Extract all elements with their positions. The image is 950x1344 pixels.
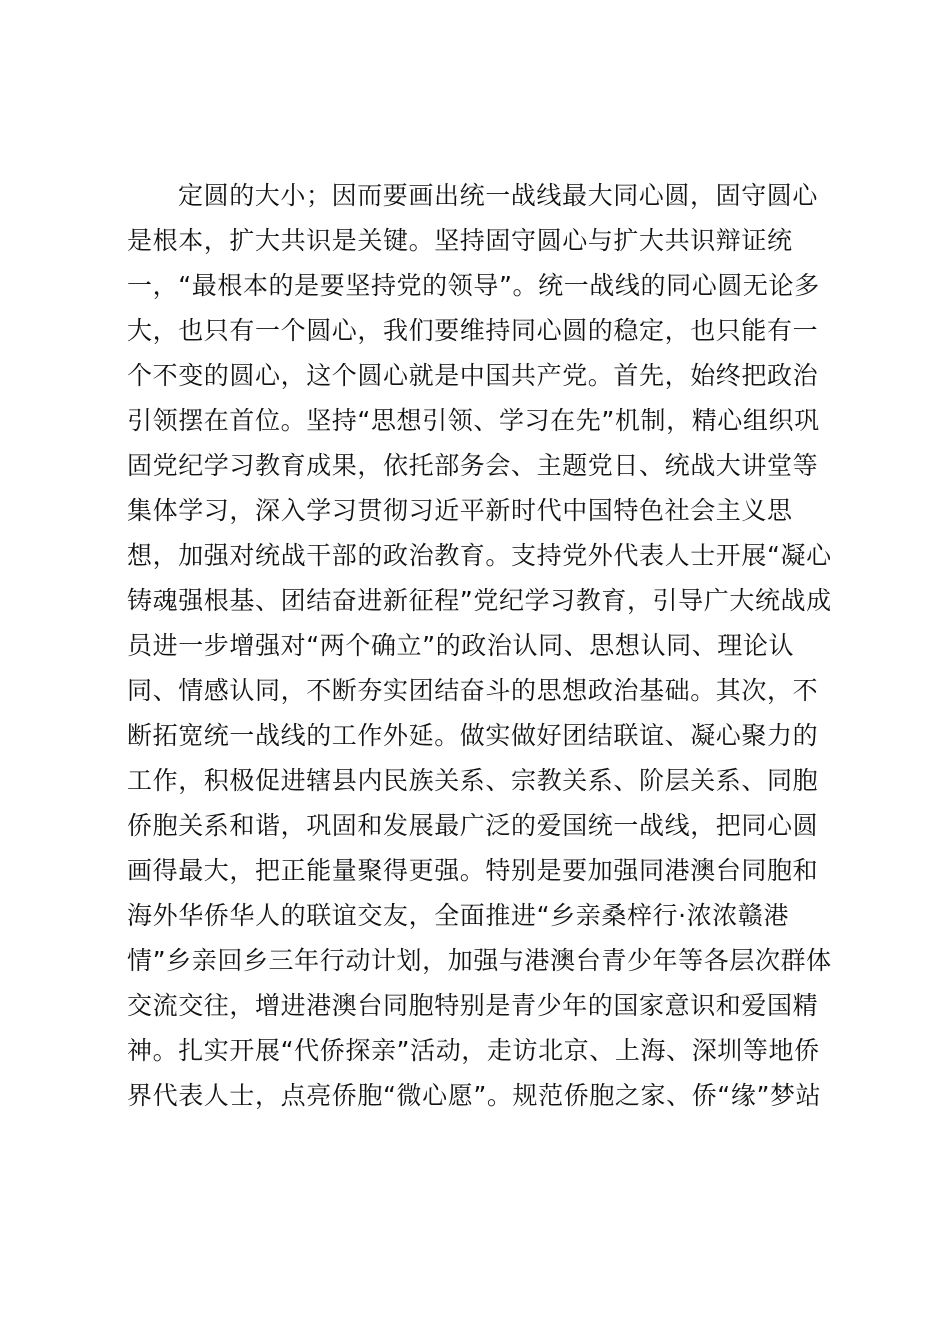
text-line-6: 引领摆在首位。坚持“思想引领、学习在先”机制，精心组织巩 xyxy=(127,406,820,435)
text-line-14: 工作，积极促进辖县内民族关系、宗教关系、阶层关系、同胞 xyxy=(127,766,819,795)
text-line-15: 侨胞关系和谐，巩固和发展最广泛的爱国统一战线，把同心圆 xyxy=(127,811,819,840)
text-line-18: 情”乡亲回乡三年行动计划，加强与港澳台青少年等各层次群体 xyxy=(127,946,832,975)
text-line-9: 想，加强对统战干部的政治教育。支持党外代表人士开展“凝心 xyxy=(127,541,832,570)
text-line-4: 大，也只有一个圆心，我们要维持同心圆的稳定，也只能有一 xyxy=(127,316,819,345)
text-line-3: 一，“最根本的是要坚持党的领导”。统一战线的同心圆无论多 xyxy=(127,271,820,300)
text-line-21: 界代表人士，点亮侨胞“微心愿”。规范侨胞之家、侨“缘”梦站 xyxy=(127,1081,822,1110)
text-line-8: 集体学习，深入学习贯彻习近平新时代中国特色社会主义思 xyxy=(127,496,793,525)
text-line-1: 定圆的大小；因而要画出统一战线最大同心圆，固守圆心 xyxy=(178,181,819,210)
text-line-17: 海外华侨华人的联谊交友，全面推进“乡亲桑梓行·浓浓赣港 xyxy=(127,901,790,930)
body-paragraph xyxy=(127,173,847,1118)
text-line-11: 员进一步增强对“两个确立”的政治认同、思想认同、理论认 xyxy=(127,631,795,660)
text-line-20: 神。扎实开展“代侨探亲”活动，走访北京、上海、深圳等地侨 xyxy=(127,1036,820,1065)
text-line-13: 断拓宽统一战线的工作外延。做实做好团结联谊、凝心聚力的 xyxy=(127,721,819,750)
text-line-16: 画得最大，把正能量聚得更强。特别是要加强同港澳台同胞和 xyxy=(127,856,819,885)
text-line-10: 铸魂强根基、团结奋进新征程”党纪学习教育，引导广大统战成 xyxy=(127,586,832,615)
text-line-2: 是根本，扩大共识是关键。坚持固守圆心与扩大共识辩证统 xyxy=(127,226,793,255)
text-line-7: 固党纪学习教育成果，依托部务会、主题党日、统战大讲堂等 xyxy=(127,451,819,480)
text-line-12: 同、情感认同，不断夯实团结奋斗的思想政治基础。其次，不 xyxy=(127,676,819,705)
text-line-19: 交流交往，增进港澳台同胞特别是青少年的国家意识和爱国精 xyxy=(127,991,819,1020)
text-line-5: 个不变的圆心，这个圆心就是中国共产党。首先，始终把政治 xyxy=(127,361,819,390)
